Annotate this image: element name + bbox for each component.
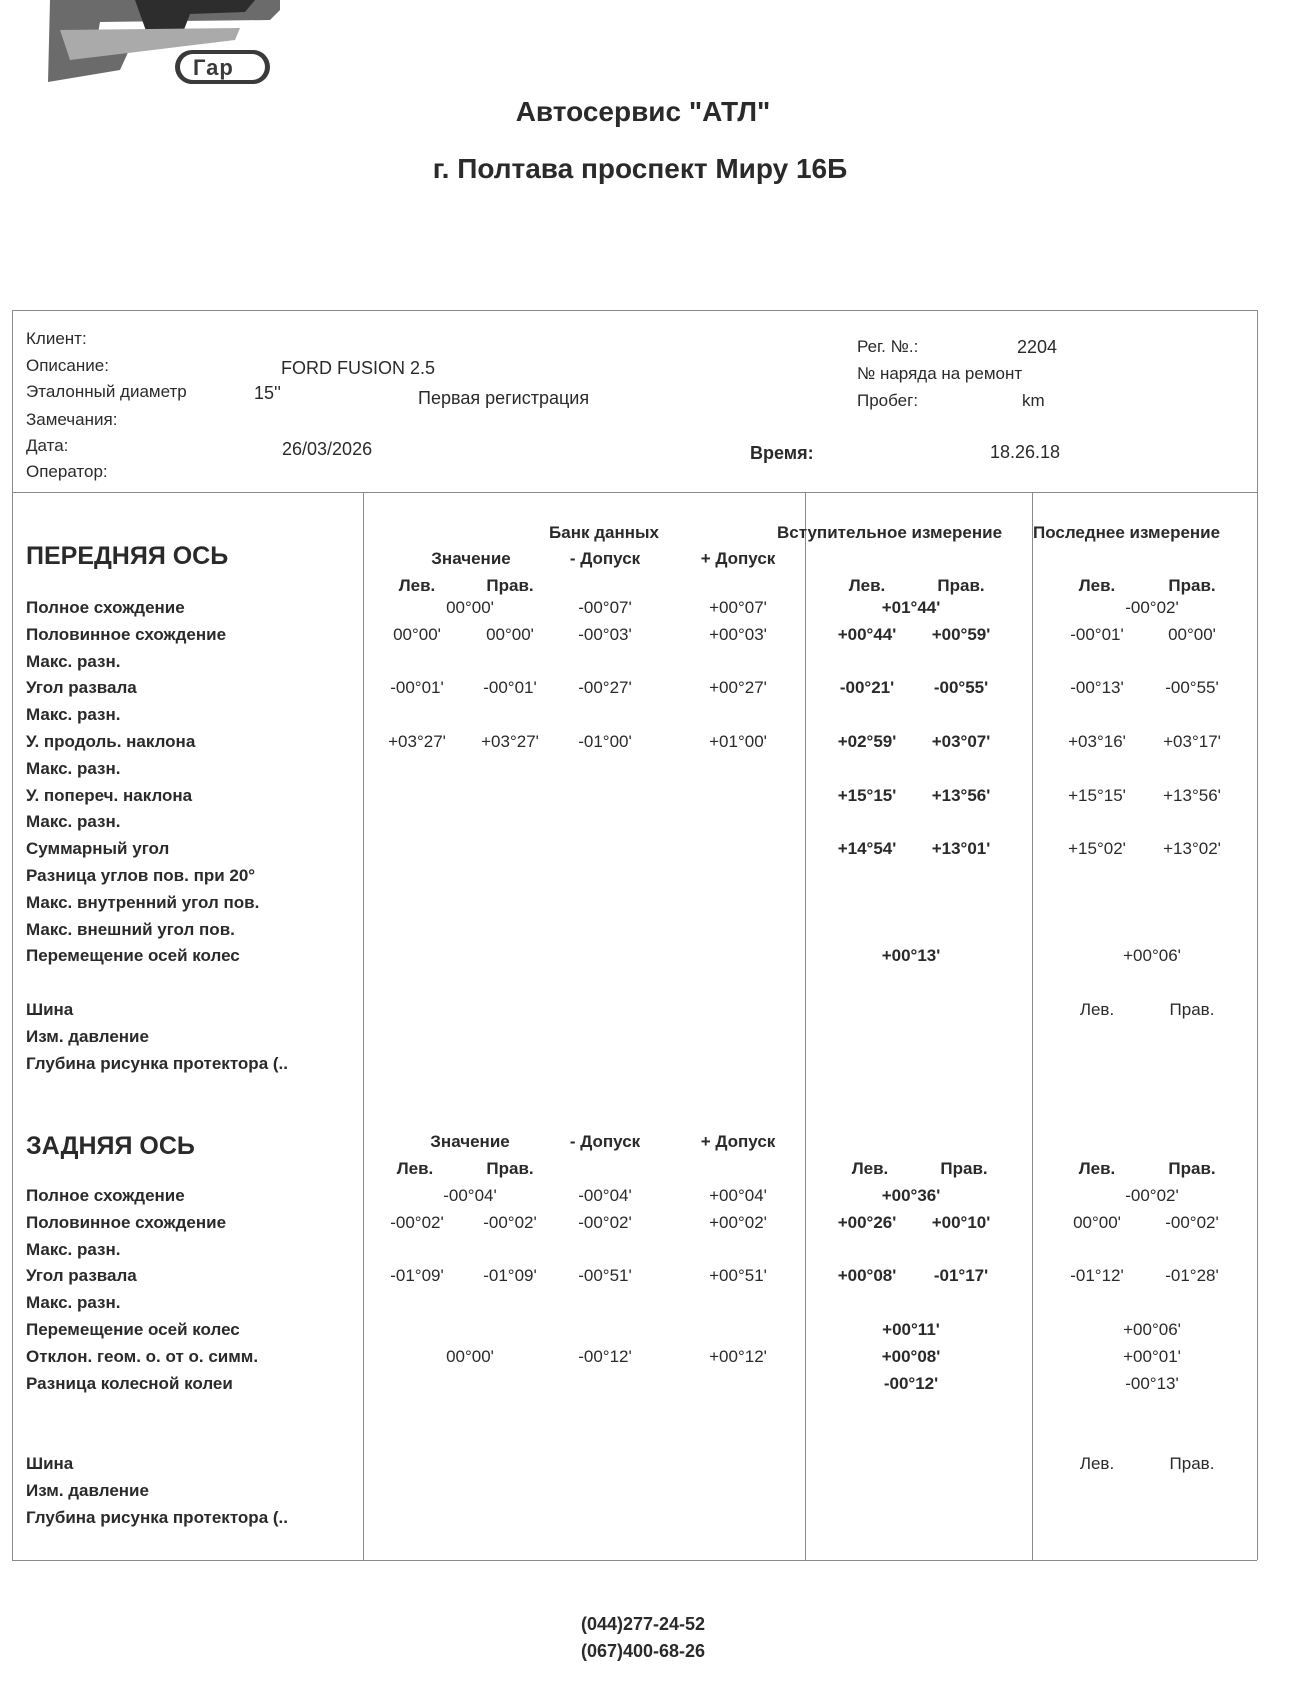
cell-plus: +00°27' bbox=[709, 678, 767, 698]
description-value: FORD FUSION 2.5 bbox=[281, 358, 436, 378]
rear-final-right-header: Прав. bbox=[1168, 1159, 1216, 1178]
rear-final-left-header: Лев. bbox=[1078, 1159, 1116, 1178]
row-label: Макс. разн. bbox=[26, 812, 121, 832]
cell-init-r: +13°56' bbox=[931, 785, 991, 805]
front-init-right-header: Прав. bbox=[937, 576, 985, 595]
cell-plus: +00°07' bbox=[709, 598, 767, 617]
row-label: Глубина рисунка протектора (.. bbox=[26, 1053, 288, 1073]
page-address: г. Полтава проспект Миру 16Б bbox=[432, 153, 848, 184]
row-label: Перемещение осей колес bbox=[26, 946, 240, 966]
cell-final-l: 00°00' bbox=[1073, 1212, 1121, 1232]
date-label: Дата: bbox=[26, 436, 69, 455]
row-label: Угол развала bbox=[26, 1266, 137, 1286]
frame-info-divider bbox=[12, 492, 1257, 493]
cell-init-center: +00°13' bbox=[881, 946, 941, 966]
cell-init-l: +00°44' bbox=[837, 624, 897, 644]
row-label: Макс. внутренний угол пов. bbox=[26, 892, 260, 912]
rear-bank-right-header: Прав. bbox=[486, 1159, 534, 1178]
mileage-unit: km bbox=[1022, 391, 1045, 410]
ref-diameter-label: Эталонный диаметр bbox=[26, 382, 187, 401]
cell-bank-r: +03°27' bbox=[481, 732, 539, 751]
cell-init-l: +15°15' bbox=[837, 785, 897, 805]
first-reg-label: Первая регистрация bbox=[418, 388, 590, 408]
frame-top bbox=[12, 310, 1257, 311]
client-label: Клиент: bbox=[26, 329, 87, 348]
cell-minus: -00°03' bbox=[578, 624, 632, 644]
front-init-left-header: Лев. bbox=[848, 576, 886, 595]
front-bank-right-header: Прав. bbox=[486, 576, 534, 595]
time-label: Время: bbox=[750, 443, 814, 463]
mileage-label: Пробег: bbox=[857, 391, 919, 410]
cell-final-r: -01°28' bbox=[1165, 1266, 1219, 1286]
cell-final-l: -01°12' bbox=[1070, 1266, 1124, 1286]
cell-init-r: +00°10' bbox=[931, 1212, 991, 1232]
cell-final-r: +03°17' bbox=[1163, 732, 1221, 751]
initial-measurement-header: Вступительное измерение bbox=[777, 523, 1003, 542]
cell-final-l: +03°16' bbox=[1068, 732, 1126, 751]
row-label: Макс. разн. bbox=[26, 1239, 121, 1259]
row-label: У. попереч. наклона bbox=[26, 785, 193, 805]
row-label: Угол развала bbox=[26, 678, 137, 698]
front-bank-left-header: Лев. bbox=[398, 576, 436, 595]
cell-bank-l: -00°02' bbox=[390, 1212, 444, 1232]
cell-init-l: +02°59' bbox=[837, 732, 897, 751]
bank-data-header: Банк данных bbox=[549, 523, 659, 542]
cell-plus: +01°00' bbox=[709, 732, 767, 751]
cell-final-r: Прав. bbox=[1169, 1000, 1215, 1019]
rear-axle-title: ЗАДНЯЯ ОСЬ bbox=[26, 1132, 195, 1160]
front-value-header: Значение bbox=[431, 549, 511, 568]
cell-final-l: -00°01' bbox=[1070, 624, 1124, 644]
notes-label: Замечания: bbox=[26, 410, 118, 429]
cell-init-l: -00°21' bbox=[839, 678, 895, 698]
row-label: Изм. давление bbox=[26, 1026, 149, 1046]
rear-plus-tol-header: + Допуск bbox=[700, 1132, 776, 1151]
cell-final-l: +15°15' bbox=[1068, 785, 1126, 805]
row-label: Полное схождение bbox=[26, 598, 185, 617]
footer-phone-1: (044)277-24-52 bbox=[580, 1614, 706, 1634]
cell-init-center: +00°36' bbox=[881, 1186, 941, 1205]
date-value: 26/03/2026 bbox=[282, 439, 373, 459]
row-label: Суммарный угол bbox=[26, 839, 170, 859]
page-title: Автосервис "АТЛ" bbox=[515, 96, 771, 127]
frame-bottom bbox=[12, 1560, 1257, 1561]
cell-bank-l: -01°09' bbox=[390, 1266, 444, 1286]
cell-init-r: -00°55' bbox=[933, 678, 989, 698]
time-value: 18.26.18 bbox=[990, 442, 1061, 462]
rear-init-right-header: Прав. bbox=[940, 1159, 988, 1178]
cell-bank-l: 00°00' bbox=[393, 624, 441, 644]
reg-no-value: 2204 bbox=[1017, 337, 1058, 357]
row-label: Разница углов пов. при 20° bbox=[26, 866, 256, 885]
cell-init-r: +00°59' bbox=[931, 624, 991, 644]
cell-final-l: Лев. bbox=[1079, 1454, 1115, 1473]
front-plus-tol-header: + Допуск bbox=[700, 549, 776, 568]
cell-minus: -00°02' bbox=[578, 1212, 632, 1232]
cell-final-r: 00°00' bbox=[1168, 624, 1216, 644]
rear-minus-tol-header: - Допуск bbox=[569, 1132, 641, 1151]
front-final-left-header: Лев. bbox=[1078, 576, 1116, 595]
cell-final-l: Лев. bbox=[1079, 1000, 1115, 1019]
cell-init-r: +03°07' bbox=[931, 732, 991, 751]
cell-plus: +00°51' bbox=[709, 1266, 767, 1286]
cell-final-r: -00°02' bbox=[1165, 1212, 1219, 1232]
front-final-right-header: Прав. bbox=[1168, 576, 1216, 595]
logo-text: Гар bbox=[193, 55, 234, 80]
row-label: Шина bbox=[26, 1000, 74, 1019]
cell-init-r: +13°01' bbox=[931, 839, 991, 859]
cell-init-l: +00°26' bbox=[837, 1212, 897, 1232]
order-label: № наряда на ремонт bbox=[857, 364, 1023, 383]
row-label: Макс. внешний угол пов. bbox=[26, 919, 235, 939]
row-label: Отклон. геом. о. от о. симм. bbox=[26, 1346, 259, 1366]
row-label: Половинное схождение bbox=[26, 624, 227, 644]
cell-minus: -00°12' bbox=[578, 1346, 632, 1366]
rear-init-left-header: Лев. bbox=[851, 1159, 889, 1178]
cell-bank-r: -01°09' bbox=[483, 1266, 537, 1286]
cell-minus: -00°04' bbox=[578, 1186, 632, 1205]
row-label: Макс. разн. bbox=[26, 651, 121, 671]
cell-bank-center: 00°00' bbox=[446, 1346, 494, 1366]
cell-bank-r: -00°01' bbox=[483, 678, 537, 698]
cell-minus: -00°07' bbox=[578, 598, 632, 617]
company-logo bbox=[40, 0, 280, 95]
cell-final-center: +00°06' bbox=[1123, 946, 1181, 966]
cell-final-center: -00°02' bbox=[1125, 598, 1179, 617]
cell-final-l: +15°02' bbox=[1068, 839, 1126, 859]
cell-bank-center: 00°00' bbox=[446, 598, 494, 617]
rear-value-header: Значение bbox=[430, 1132, 510, 1151]
frame-left bbox=[12, 310, 13, 1560]
cell-bank-l: +03°27' bbox=[388, 732, 446, 751]
column-divider-1 bbox=[363, 492, 364, 1560]
row-label: Макс. разн. bbox=[26, 758, 121, 778]
row-label: Шина bbox=[26, 1454, 74, 1473]
cell-final-center: +00°06' bbox=[1123, 1320, 1181, 1339]
cell-init-l: +14°54' bbox=[837, 839, 897, 859]
column-divider-2 bbox=[805, 492, 806, 1560]
footer-phone-2: (067)400-68-26 bbox=[580, 1641, 706, 1661]
operator-label: Оператор: bbox=[26, 462, 108, 481]
logo-graphic bbox=[40, 0, 280, 95]
cell-init-center: +00°08' bbox=[881, 1346, 941, 1366]
cell-minus: -00°27' bbox=[578, 678, 632, 698]
cell-minus: -01°00' bbox=[578, 732, 632, 751]
row-label: Разница колесной колеи bbox=[26, 1373, 233, 1393]
row-label: Макс. разн. bbox=[26, 705, 121, 725]
cell-init-l: +00°08' bbox=[837, 1266, 897, 1286]
cell-final-center: -00°02' bbox=[1125, 1186, 1179, 1205]
column-divider-3 bbox=[1032, 492, 1033, 1560]
row-label: Глубина рисунка протектора (.. bbox=[26, 1507, 288, 1527]
cell-bank-r: -00°02' bbox=[483, 1212, 537, 1232]
ref-diameter-value: 15'' bbox=[254, 383, 281, 403]
cell-bank-r: 00°00' bbox=[486, 624, 534, 644]
cell-plus: +00°02' bbox=[709, 1212, 767, 1232]
row-label: У. продоль. наклона bbox=[26, 732, 196, 751]
cell-minus: -00°51' bbox=[578, 1266, 632, 1286]
cell-final-r: Прав. bbox=[1169, 1454, 1215, 1473]
cell-final-center: +00°01' bbox=[1123, 1346, 1181, 1366]
cell-init-center: +00°11' bbox=[882, 1320, 940, 1339]
cell-init-center: +01°44' bbox=[881, 598, 941, 617]
row-label: Перемещение осей колес bbox=[26, 1320, 240, 1339]
reg-no-label: Рег. №.: bbox=[857, 337, 919, 356]
cell-plus: +00°03' bbox=[709, 624, 767, 644]
cell-bank-center: -00°04' bbox=[443, 1186, 497, 1205]
cell-final-l: -00°13' bbox=[1070, 678, 1124, 698]
cell-final-r: +13°56' bbox=[1163, 785, 1221, 805]
final-measurement-header: Последнее измерение bbox=[1033, 523, 1221, 542]
rear-bank-left-header: Лев. bbox=[396, 1159, 434, 1178]
front-minus-tol-header: - Допуск bbox=[569, 549, 641, 568]
cell-init-center: -00°12' bbox=[883, 1373, 939, 1393]
row-label: Половинное схождение bbox=[26, 1212, 227, 1232]
frame-right bbox=[1257, 310, 1258, 1560]
cell-final-r: -00°55' bbox=[1165, 678, 1219, 698]
cell-bank-l: -00°01' bbox=[390, 678, 444, 698]
row-label: Полное схождение bbox=[26, 1186, 185, 1205]
cell-plus: +00°04' bbox=[709, 1186, 767, 1205]
cell-init-r: -01°17' bbox=[933, 1266, 989, 1286]
description-label: Описание: bbox=[26, 356, 109, 375]
cell-final-r: +13°02' bbox=[1163, 839, 1221, 859]
front-axle-title: ПЕРЕДНЯЯ ОСЬ bbox=[26, 542, 229, 570]
cell-plus: +00°12' bbox=[709, 1346, 767, 1366]
row-label: Макс. разн. bbox=[26, 1293, 121, 1313]
row-label: Изм. давление bbox=[26, 1480, 149, 1500]
cell-final-center: -00°13' bbox=[1125, 1373, 1179, 1393]
